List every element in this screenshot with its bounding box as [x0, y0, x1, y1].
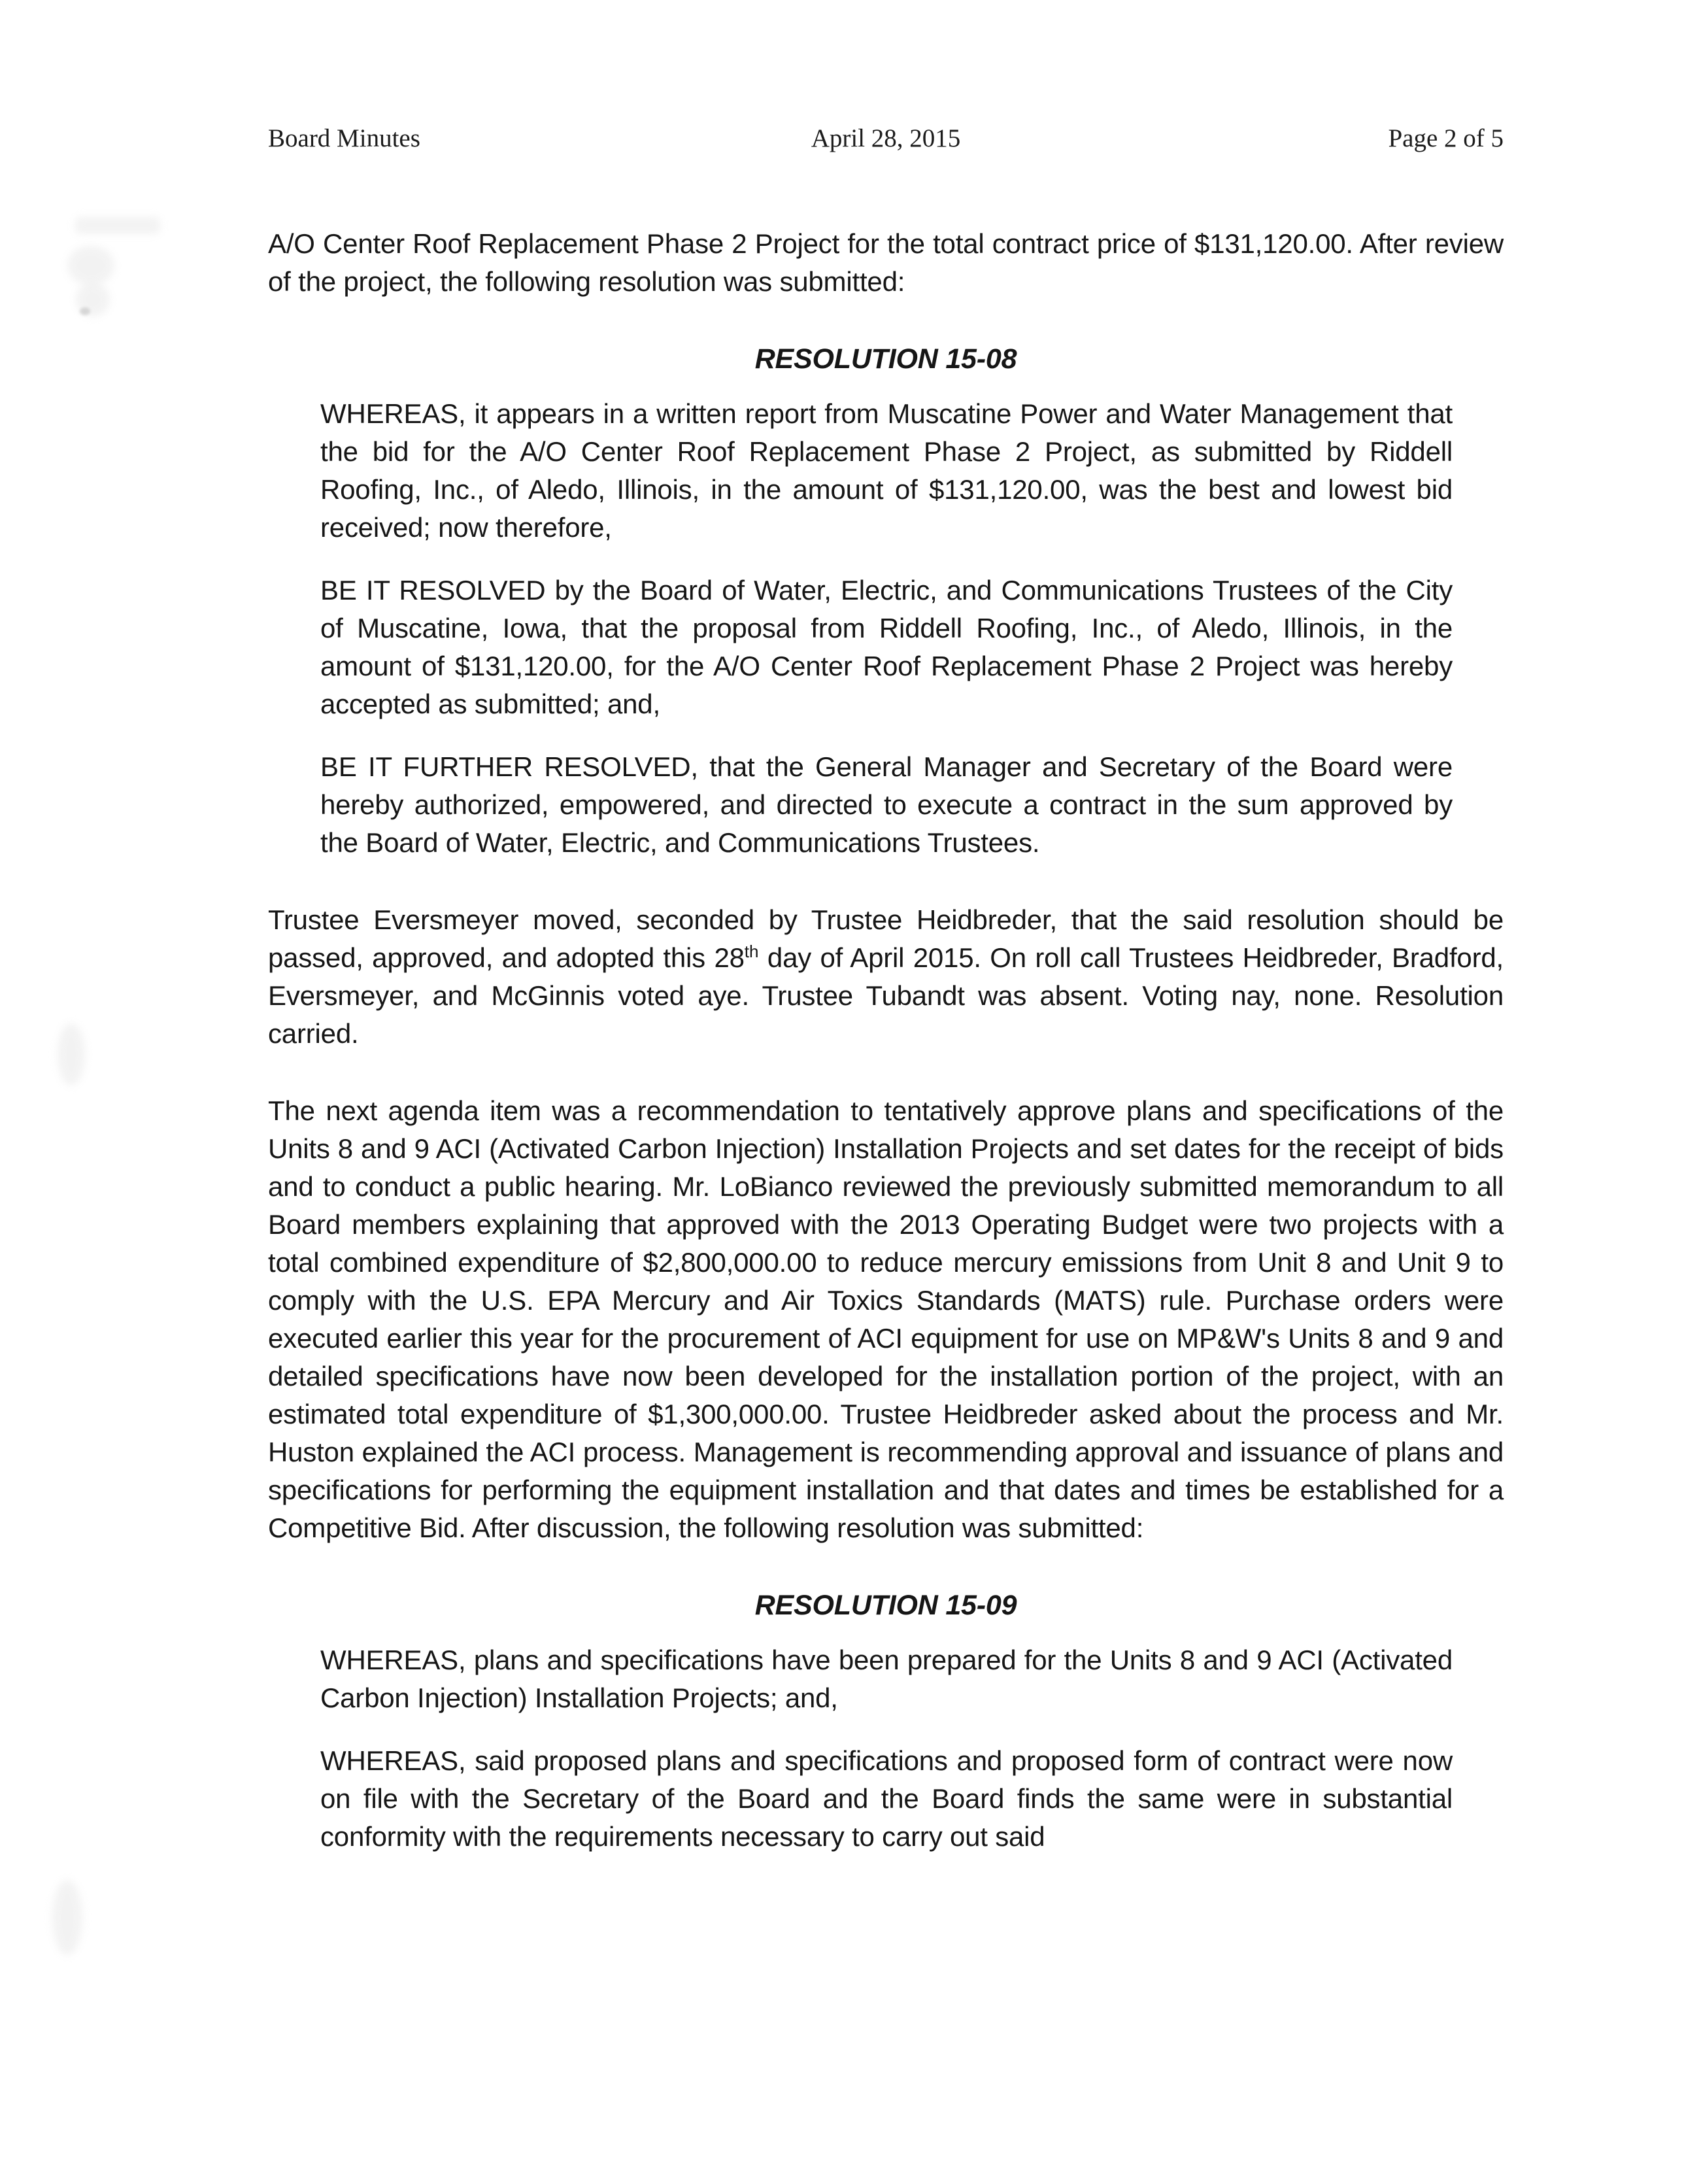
res08-resolved-paragraph: BE IT RESOLVED by the Board of Water, Electric, and Communications Trustees of the City of Muscatine, Iowa, that the proposal from Riddell Roofing, Inc., of Aledo, Illinois, in the amount of $131,120.00, for the A/O Center Roof Replacement Phase 2 Project was hereby accepted as submitted; and,	[320, 575, 1453, 719]
paragraph-agenda: The next agenda item was a recommendation to tentatively approve plans and specifications of the Units 8 and 9 ACI (Activated Carbon Injection) Installation Projects and set dates for the receipt of bids and to conduct a public hearing. Mr. LoBianco reviewed the previously submitted memorandum to all Board members explaining that approved with the 2013 Operating Budget were two projects with a total combined expenditure of $2,800,000.00 to reduce mercury emissions from Unit 8 and Unit 9 to comply with the U.S. EPA Mercury and Air Toxics Standards (MATS) rule. Purchase orders were executed earlier this year for the procurement of ACI equipment for use on MP&W's Units 8 and 9 and detailed specifications have now been developed for the installation portion of the project, with an estimated total expenditure of $1,300,000.00. Trustee Heidbreder asked about the process and Mr. Huston explained the ACI process. Management is recommending approval and issuance of plans and specifications for performing the equipment installation and that dates and times be established for a Competitive Bid. After discussion, the following resolution was submitted:	[268, 1095, 1504, 1543]
paragraph-motion	[268, 901, 1504, 1053]
resolution-15-08-heading: RESOLUTION 15-08	[754, 343, 1017, 375]
ordinal-superscript: th	[744, 942, 759, 961]
res09-whereas2-paragraph: WHEREAS, said proposed plans and specifications and proposed form of contract were now on file with the Secretary of the Board and the Board finds the same were in substantial conformity with the requirements necessary to carry out said	[320, 1745, 1453, 1852]
res08-whereas-paragraph: WHEREAS, it appears in a written report from Muscatine Power and Water Management that the bid for the A/O Center Roof Replacement Phase 2 Project, as submitted by Riddell Roofing, Inc., of Aledo, Illinois, in the amount of $131,120.00, was the best and lowest bid received; now therefore,	[320, 398, 1453, 543]
res08-further-resolved-paragraph: BE IT FURTHER RESOLVED, that the General Manager and Secretary of the Board were hereby authorized, empowered, and directed to execute a contract in the sum approved by the Board of Water, Electric, and Communications Trustees.	[320, 751, 1453, 858]
resolution-15-09-heading: RESOLUTION 15-09	[754, 1590, 1017, 1621]
header-doc-title: Board Minutes	[268, 124, 420, 152]
page-header	[268, 123, 1504, 154]
scan-artifact	[52, 1880, 82, 1955]
motion-text-post: day of April 2015. On roll call Trustees Heidbreder, Bradford, Eversmeyer, and McGinnis voted aye. Trustee Tubandt was absent. Voting nay, none. Resolution carried.	[268, 942, 1504, 1049]
scan-artifact	[75, 217, 160, 234]
motion-text-pre: Trustee Eversmeyer moved, seconded by Trustee Heidbreder, that the said resolution should be passed, approved, and adopted this 28	[268, 904, 1504, 973]
res09-whereas1-paragraph: WHEREAS, plans and specifications have been prepared for the Units 8 and 9 ACI (Activated Carbon Injection) Installation Projects; and,	[320, 1645, 1453, 1713]
scan-artifact	[80, 307, 90, 315]
paragraph-intro: A/O Center Roof Replacement Phase 2 Project for the total contract price of $131,120.00. After review of the project, the following resolution was submitted:	[268, 228, 1504, 297]
header-date: April 28, 2015	[811, 124, 961, 152]
scan-artifact	[67, 246, 114, 285]
scan-artifact	[58, 1023, 85, 1085]
document-content	[268, 123, 1504, 1881]
header-page-number: Page 2 of 5	[1388, 124, 1504, 152]
